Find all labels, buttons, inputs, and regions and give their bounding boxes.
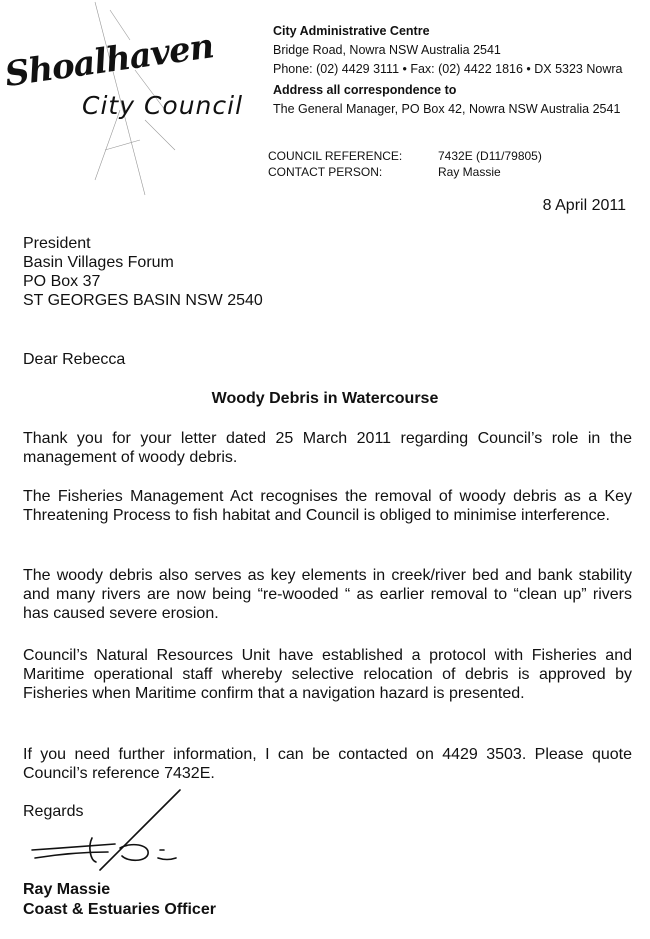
contact-person-value: Ray Massie [438, 165, 501, 179]
signer-title: Coast & Estuaries Officer [23, 901, 216, 918]
subject-heading: Woody Debris in Watercourse [211, 390, 439, 407]
council-logo [2, 26, 244, 145]
recipient-line: President [23, 235, 91, 252]
closing: Regards [23, 803, 84, 820]
logo-script-text: Shoalhaven [2, 26, 216, 96]
correspondence-address: The General Manager, PO Box 42, Nowra NSW Australia 2541 [273, 102, 621, 116]
correspondence-title: Address all correspondence to [273, 83, 457, 97]
centre-title: City Administrative Centre [273, 24, 430, 38]
council-reference-label: COUNCIL REFERENCE: [268, 149, 403, 163]
body-paragraph: The woody debris also serves as key elements in creek/river bed and bank stability and many rivers are now being “re-wooded “ as earlier removal to “clean up” rivers has caused severe erosion. [23, 567, 632, 622]
handwritten-signature [30, 780, 190, 880]
signer-name: Ray Massie [23, 881, 111, 898]
contact-person-label: CONTACT PERSON: [268, 165, 383, 179]
council-reference-value: 7432E (D11/79805) [438, 149, 542, 163]
logo-sub-text: City Council [82, 91, 244, 120]
body-paragraph: Council’s Natural Resources Unit have established a protocol with Fisheries and Maritime operational staff whereby selective relocation of debris is approved by Fisheries when Maritime confirm that a navigation hazard is presented. [23, 647, 632, 702]
recipient-line: PO Box 37 [23, 273, 101, 290]
body-paragraph: Thank you for your letter dated 25 March 2011 regarding Council’s role in the management of woody debris. [23, 430, 632, 466]
salutation: Dear Rebecca [23, 351, 126, 368]
recipient-line: Basin Villages Forum [23, 254, 174, 271]
centre-address: Bridge Road, Nowra NSW Australia 2541 [273, 43, 501, 57]
letter-date: 8 April 2011 [542, 197, 626, 214]
body-paragraph: The Fisheries Management Act recognises the removal of woody debris as a Key Threatening Process to fish habitat and Council is obliged to minimise interference. [23, 488, 632, 524]
recipient-line: ST GEORGES BASIN NSW 2540 [23, 292, 263, 309]
recipient-address [23, 234, 263, 310]
body-paragraph: If you need further information, I can be contacted on 4429 3503. Please quote Council’s reference 7432E. [23, 746, 632, 782]
phone-line: Phone: (02) 4429 3111 • Fax: (02) 4422 1816 • DX 5323 Nowra [273, 62, 623, 76]
